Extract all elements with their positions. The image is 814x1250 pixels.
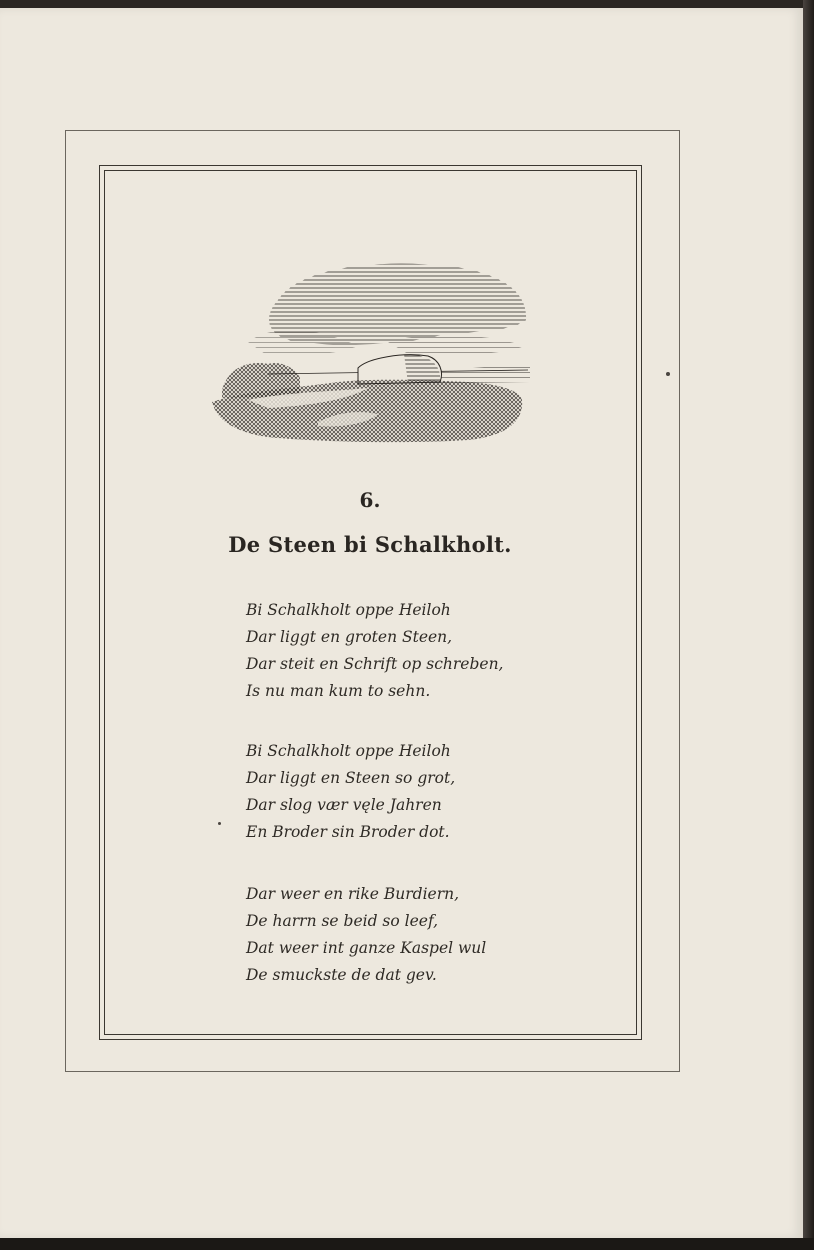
poem-title: De Steen bi Schalkholt.: [228, 532, 512, 557]
poem-line: En Broder sin Broder dot.: [246, 823, 450, 841]
book-spine: [803, 0, 814, 1250]
stanza-1: [246, 597, 646, 705]
poem-line: Dar liggt en groten Steen,: [246, 628, 453, 646]
poem-line: Bi Schalkholt oppe Heiloh: [246, 601, 451, 619]
poem-line: Dat weer int ganze Kaspel wul: [246, 939, 487, 957]
poem-number: 6.: [359, 488, 381, 512]
heath-stone-engraving: [208, 250, 534, 446]
stanza-3: [246, 881, 646, 989]
poem-line: Is nu man kum to sehn.: [246, 682, 431, 700]
poem-line: De harrn se beid so leef,: [246, 912, 439, 930]
poem-line: Dar liggt en Steen so grot,: [246, 769, 456, 787]
stanza-2: [246, 738, 646, 846]
page-bottom-edge: [0, 1238, 814, 1250]
paper-speck: [218, 822, 221, 825]
poem-line: Dar weer en rike Burdiern,: [246, 885, 460, 903]
poem-line: De smuckste de dat gev.: [246, 966, 437, 984]
poem-line: Dar slog vær vęle Jahren: [246, 796, 442, 814]
poem-line: Bi Schalkholt oppe Heiloh: [246, 742, 451, 760]
poem-line: Dar steit en Schrift op schreben,: [246, 655, 504, 673]
paper-speck: [666, 372, 670, 376]
